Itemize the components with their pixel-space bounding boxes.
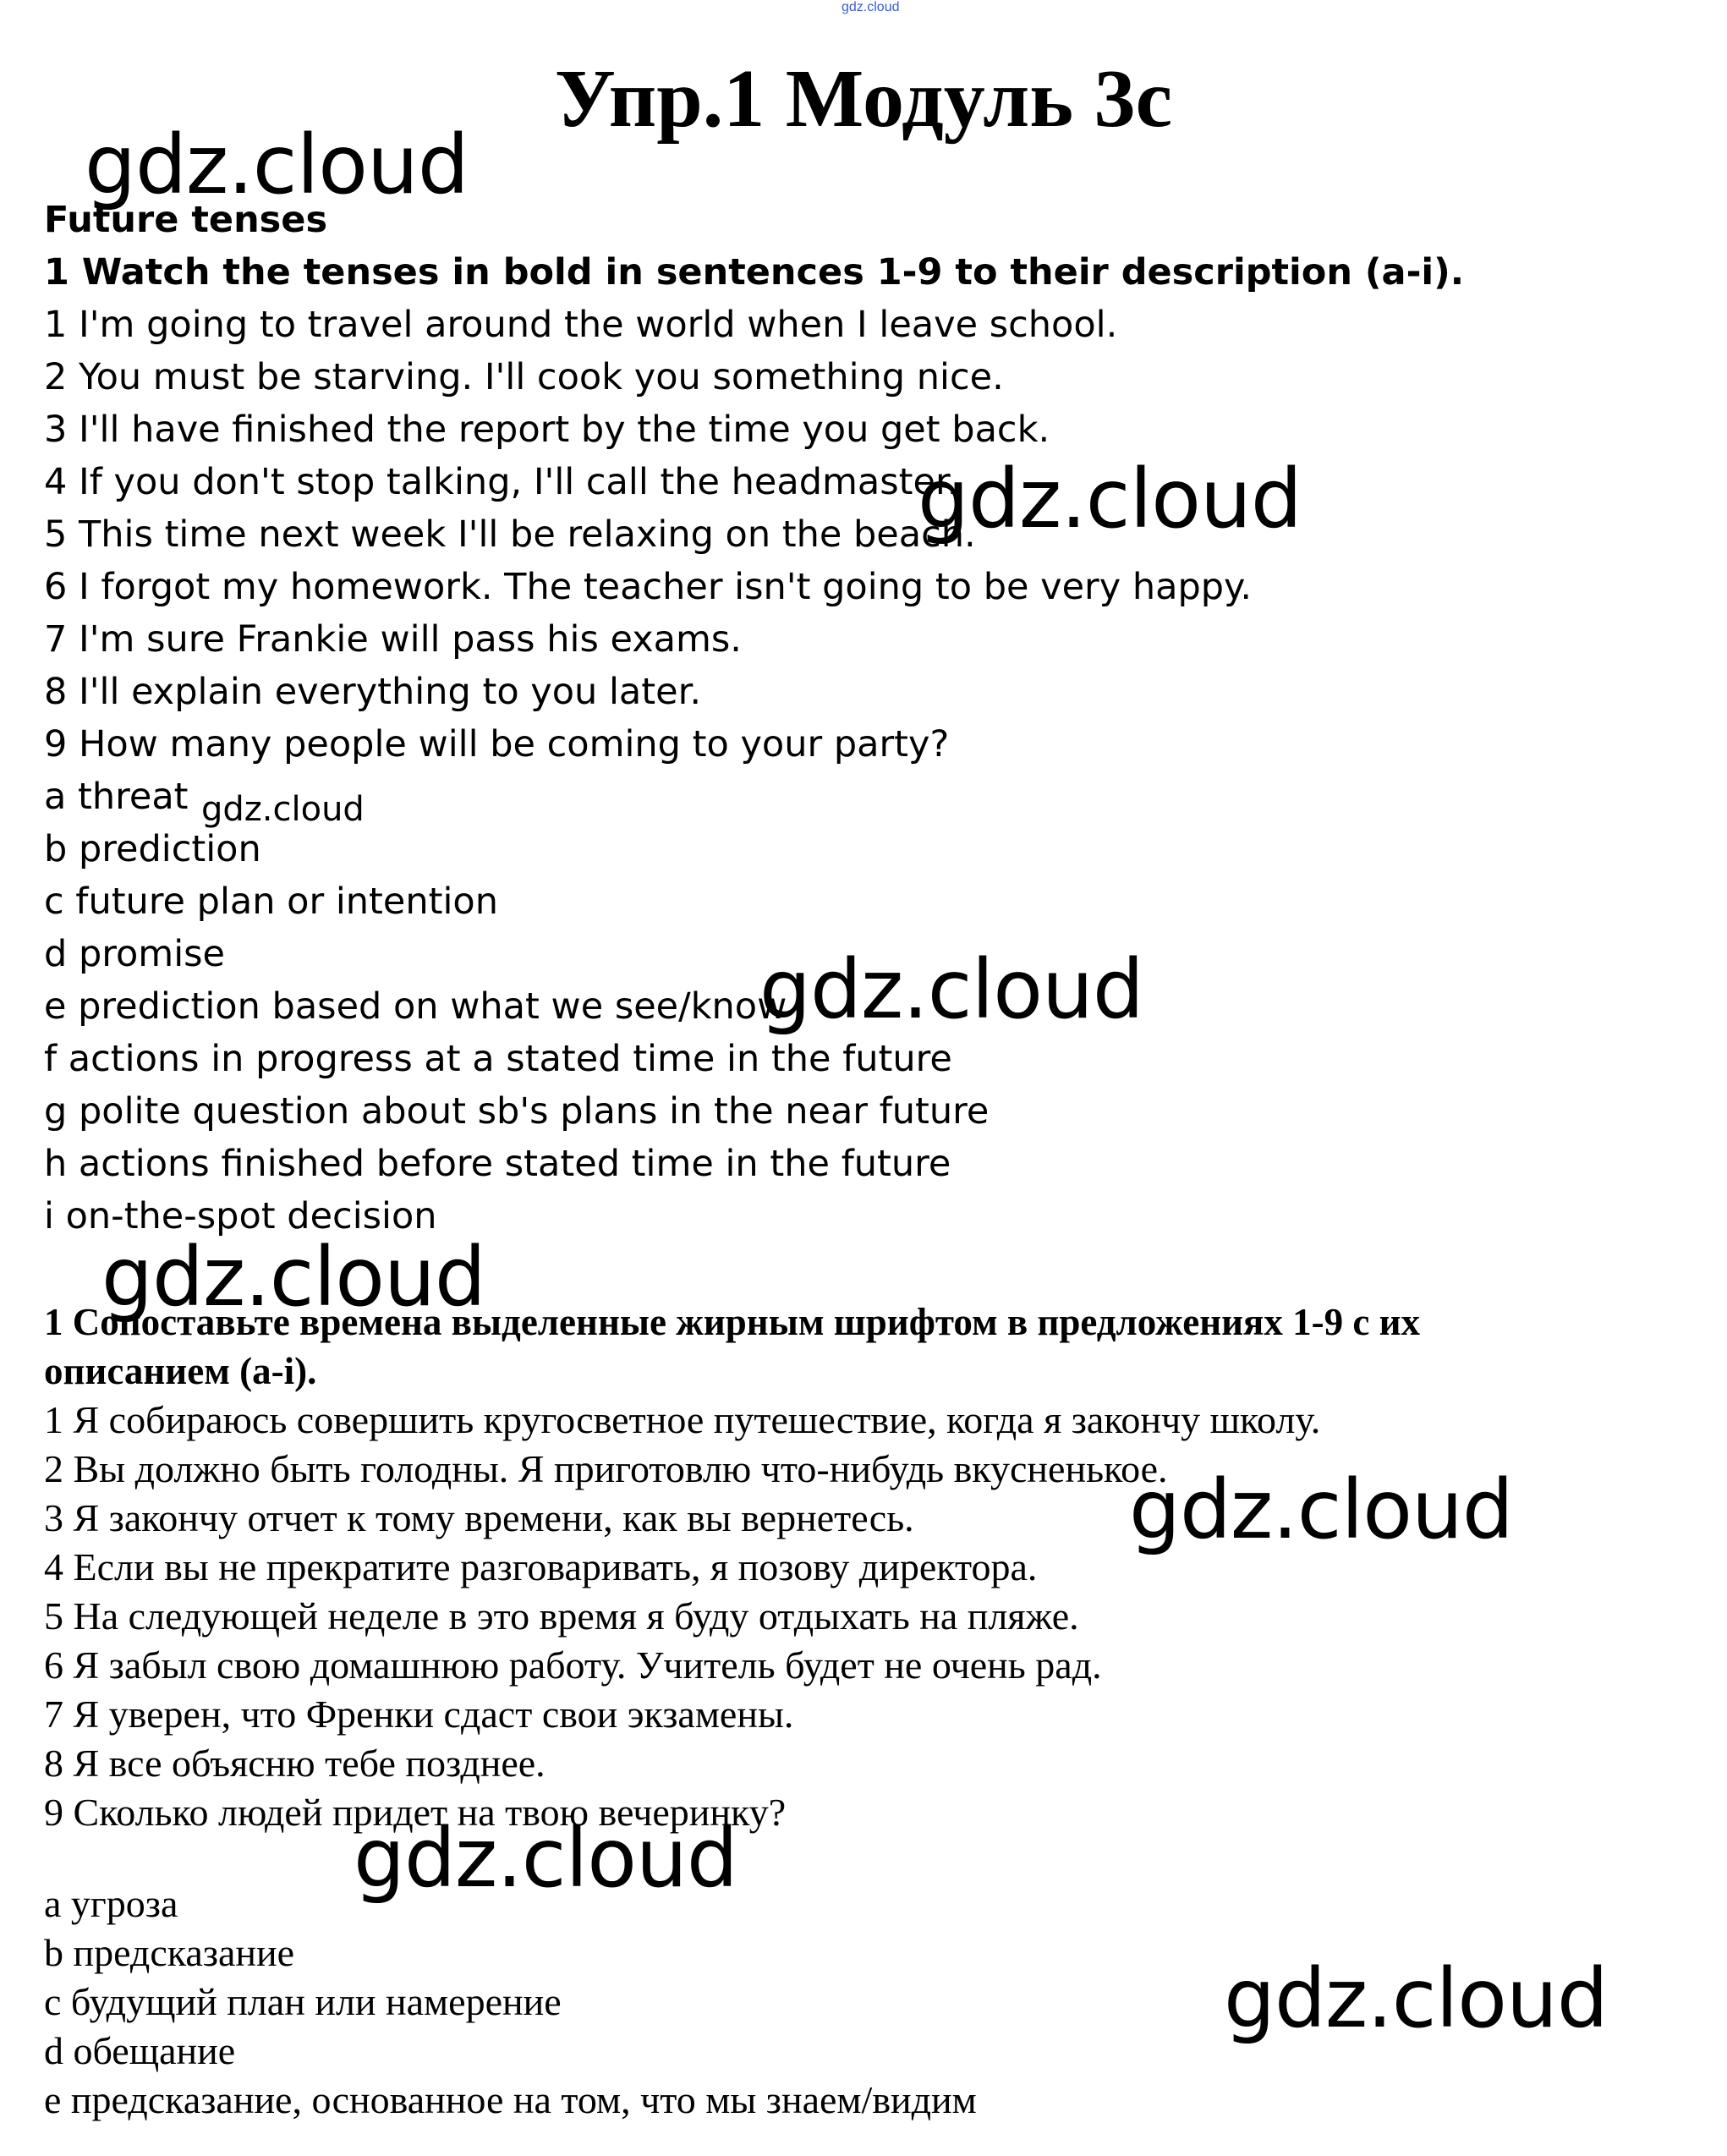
task-instruction-ru-line1: 1 Сопоставьте времена выделенные жирным шрифтом в предложениях 1-9 с их — [44, 1301, 1421, 1343]
sentence-ru-4: 4 Если вы не прекратите разговаривать, я позову директора. — [44, 1545, 1038, 1588]
sentence-en-5: 5 This time next week I'll be relaxing on the beach. — [44, 513, 976, 556]
page-title: Упр.1 Модуль 3с — [554, 53, 1173, 145]
description-en-i: i on-the-spot decision — [44, 1195, 437, 1237]
watermark: gdz.cloud — [101, 1230, 485, 1325]
sentence-en-4: 4 If you don't stop talking, I'll call the headmaster. — [44, 461, 959, 503]
sentence-ru-2: 2 Вы должно быть голодны. Я приготовлю что-нибудь вкусненькое. — [44, 1447, 1168, 1490]
sentence-ru-1: 1 Я собираюсь совершить кругосветное путешествие, когда я закончу школу. — [44, 1398, 1321, 1441]
task-instruction-en: 1 Watch the tenses in bold in sentences 1-9 to their description (a-i). — [44, 251, 1465, 294]
sentence-ru-8: 8 Я все объясню тебе позднее. — [44, 1742, 546, 1785]
watermark: gdz.cloud — [201, 790, 365, 829]
watermark: gdz.cloud — [1224, 1951, 1608, 2046]
description-en-f: f actions in progress at a stated time in the future — [44, 1038, 952, 1080]
description-en-c: c future plan or intention — [44, 881, 498, 923]
sentence-ru-6: 6 Я забыл свою домашнюю работу. Учитель будет не очень рад. — [44, 1643, 1102, 1687]
watermark: gdz.cloud — [1129, 1462, 1513, 1557]
task-instruction-ru-line2: описанием (a-i). — [44, 1350, 317, 1392]
sentence-en-7: 7 I'm sure Frankie will pass his exams. — [44, 618, 742, 661]
description-ru-c: c будущий план или намерение — [44, 1980, 562, 2023]
description-en-e: e prediction based on what we see/know — [44, 985, 787, 1028]
description-en-d: d promise — [44, 933, 225, 975]
section-heading: Future tenses — [44, 199, 328, 241]
description-ru-e: e предсказание, основанное на том, что мы знаем/видим — [44, 2078, 977, 2121]
sentence-en-8: 8 I'll explain everything to you later. — [44, 671, 701, 713]
sentence-en-2: 2 You must be starving. I'll cook you something nice. — [44, 356, 1004, 398]
sentence-ru-3: 3 Я закончу отчет к тому времени, как вы вернетесь. — [44, 1496, 914, 1539]
sentence-en-1: 1 I'm going to travel around the world when I leave school. — [44, 304, 1118, 346]
description-ru-a: a угроза — [44, 1882, 178, 1925]
description-ru-b: b предсказание — [44, 1931, 295, 1974]
sentence-ru-7: 7 Я уверен, что Френки сдаст свои экзамены. — [44, 1692, 794, 1736]
description-en-a: a threat — [44, 776, 189, 818]
sentence-en-6: 6 I forgot my homework. The teacher isn't going to be very happy. — [44, 566, 1253, 608]
watermark: gdz.cloud — [85, 118, 469, 212]
top-watermark: gdz.cloud — [842, 0, 900, 14]
sentence-ru-9: 9 Сколько людей придет на твою вечеринку? — [44, 1791, 787, 1834]
watermark: gdz.cloud — [918, 452, 1302, 546]
sentence-ru-5: 5 На следующей неделе в это время я буду отдыхать на пляже. — [44, 1594, 1079, 1638]
watermark: gdz.cloud — [354, 1811, 737, 1906]
description-en-b: b prediction — [44, 828, 261, 870]
description-en-h: h actions finished before stated time in the future — [44, 1143, 951, 1185]
description-en-g: g polite question about sb's plans in the near future — [44, 1090, 990, 1133]
watermark: gdz.cloud — [759, 942, 1143, 1037]
sentence-en-3: 3 I'll have finished the report by the time you get back. — [44, 409, 1050, 451]
description-ru-d: d обещание — [44, 2029, 236, 2072]
sentence-en-9: 9 How many people will be coming to your party? — [44, 723, 950, 765]
